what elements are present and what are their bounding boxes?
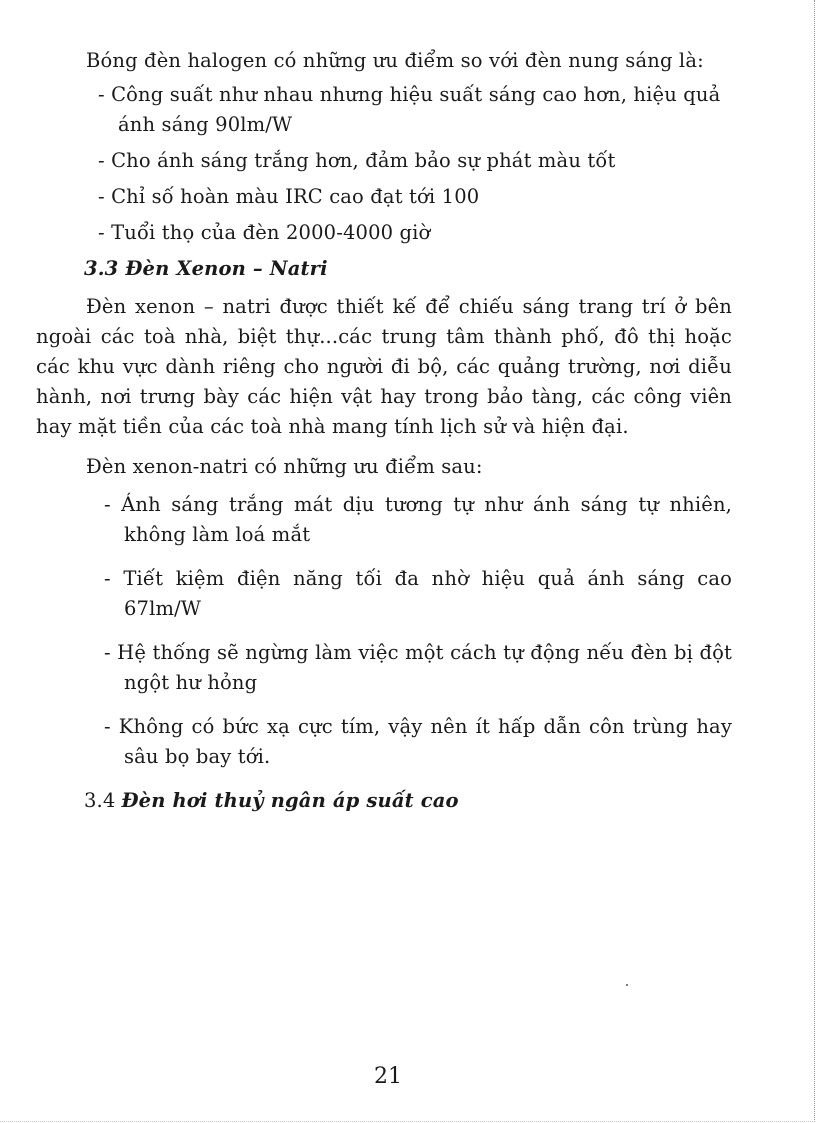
list-item: - Ánh sáng trắng mát dịu tương tự như ánh sáng tự nhiên, không làm loá mắt xyxy=(104,493,732,546)
halogen-advantages-list xyxy=(98,80,732,248)
page-content xyxy=(36,46,732,816)
list-item: - Chỉ số hoàn màu IRC cao đạt tới 100 xyxy=(98,185,480,208)
page-number: 21 xyxy=(374,1064,402,1089)
section-3-4-number: 3.4 xyxy=(84,789,116,812)
section-3-3-heading: 3.3 Đèn Xenon – Natri xyxy=(84,257,328,280)
list-item: - Không có bức xạ cực tím, vậy nên ít hấp dẫn côn trùng hay sâu bọ bay tới. xyxy=(104,715,732,768)
scan-speck xyxy=(626,984,628,986)
list-item: - Hệ thống sẽ ngừng làm việc một cách tự động nếu đèn bị đột ngột hư hỏng xyxy=(104,641,732,694)
list-item: - Cho ánh sáng trắng hơn, đảm bảo sự phát màu tốt xyxy=(98,149,616,172)
section-3-4-title: Đèn hơi thuỷ ngân áp suất cao xyxy=(121,789,459,812)
xenon-advantages-intro: Đèn xenon-natri có những ưu điểm sau: xyxy=(86,455,483,478)
list-item: - Công suất như nhau nhưng hiệu suất sáng cao hơn, hiệu quả ánh sáng 90lm/W xyxy=(98,83,721,136)
xenon-paragraph: Đèn xenon – natri được thiết kế để chiếu sáng trang trí ở bên ngoài các toà nhà, biệt thự...các trung tâm thành phố, đô thị hoặc các khu vực dành riêng cho người đi bộ, các quảng trường, nơi diễu hành, nơi trưng bày các hiện vật hay trong bảo tàng, các công viên hay mặt tiền của các toà nhà mang tính lịch sử và hiện đại. xyxy=(36,295,732,438)
list-item: - Tiết kiệm điện năng tối đa nhờ hiệu quả ánh sáng cao 67lm/W xyxy=(104,567,732,620)
halogen-intro: Bóng đèn halogen có những ưu điểm so với đèn nung sáng là: xyxy=(86,49,704,72)
xenon-advantages-list xyxy=(104,490,732,772)
list-item: - Tuổi thọ của đèn 2000-4000 giờ xyxy=(98,221,431,244)
section-3-4-heading xyxy=(84,786,732,816)
